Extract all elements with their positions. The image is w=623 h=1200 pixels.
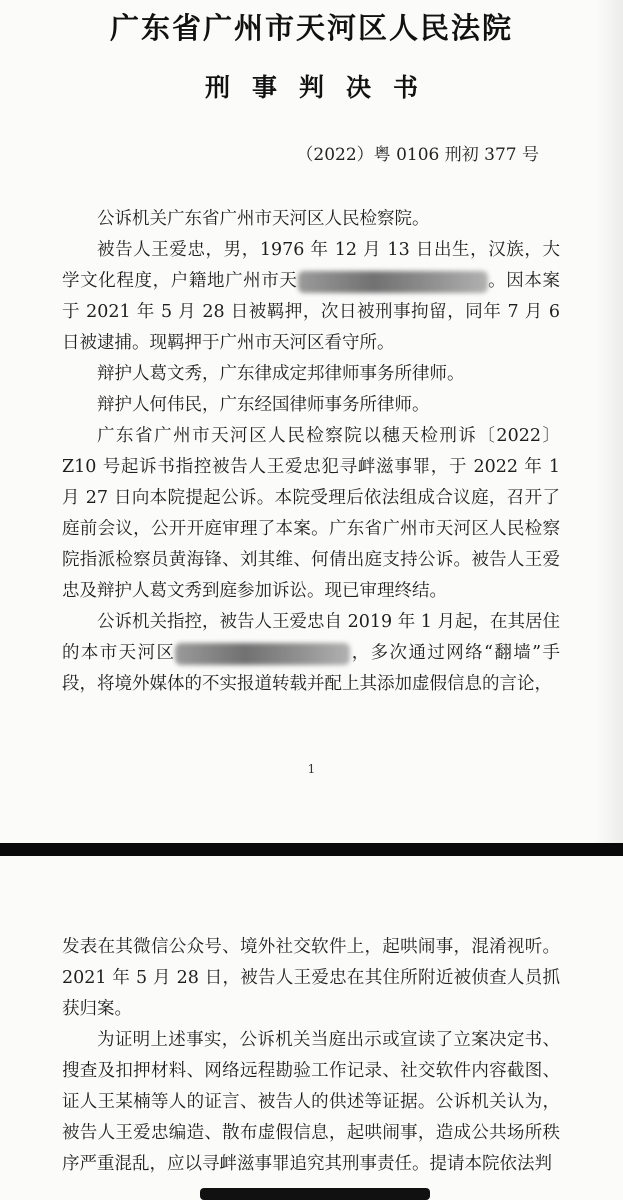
judgment-page-2 — [0, 856, 623, 1200]
charge-text-end: ，多次通过网络“翻墙”手段，将境外媒体的不实报道转载并配上其添加虚假信息的言论， — [62, 643, 560, 694]
redacted-residence — [175, 643, 350, 665]
case-number: （2022）粤 0106 刑初 377 号 — [296, 145, 539, 165]
prosecutor-paragraph: 公诉机关广东省广州市天河区人民检察院。 — [97, 209, 430, 229]
defender-1-paragraph: 辩护人葛文秀，广东律成定邦律师事务所律师。 — [97, 364, 465, 384]
defender-2-paragraph: 辩护人何伟民，广东经国律师事务所律师。 — [97, 395, 430, 415]
defendant-text-end: 。因本案于 2021 年 5 月 28 日被羁押，次日被刑事拘留，同年 7 月 6 日被逮捕。现羁押于广州市天河区看守所。 — [62, 271, 561, 353]
page1-body — [62, 204, 560, 700]
bottom-redaction-bar — [200, 1188, 430, 1200]
defendant-paragraph — [62, 235, 560, 359]
procedure-paragraph: 广东省广州市天河区人民检察院以穗天检刑诉〔2022〕Z10 号起诉书指控被告人王爱忠犯寻衅滋事罪，于 2022 年 1 月 27 日向本院提起公诉。本院受理后依法组成合议庭，召开了庭前会议，公开开庭审理了本案。广东省广州市天河区人民检察院指派检察员黄海锋、刘其维、何倩出庭支持公诉。被告人王爱忠及辩护人葛文秀到庭参加诉讼。现已审理终结。 — [62, 426, 560, 601]
defendant-text-start: 被告人王爱忠，男，1976 年 12 月 13 日出生，汉族，大学文化程度，户籍地广州市天 — [62, 240, 560, 291]
page-number: 1 — [307, 762, 316, 776]
page-fold-shadow — [595, 0, 623, 843]
redacted-address — [298, 271, 488, 293]
court-name: 广东省广州市天河区人民法院 — [109, 11, 513, 45]
page-separator — [0, 843, 623, 856]
evidence-paragraph: 为证明上述事实，公诉机关当庭出示或宣读了立案决定书、搜查及扣押材料、网络远程勘验工作记录、社交软件内容截图、证人王某楠等人的证言、被告人的供述等证据。公诉机关认为，被告人王爱忠编造、散布虚假信息，起哄闹事，造成公共场所秩序严重混乱，应以寻衅滋事罪追究其刑事责任。提请本院依法判 — [62, 1030, 560, 1174]
document-title: 刑事判决书 — [204, 73, 440, 102]
page2-body — [62, 932, 560, 1180]
continuation-paragraph: 发表在其微信公众号、境外社交软件上，起哄闹事，混淆视听。2021 年 5 月 28 日，被告人王爱忠在其住所附近被侦查人员抓获归案。 — [62, 937, 560, 1019]
charge-text-start: 公诉机关指控，被告人王爱忠自 2019 年 1 月起，在其居住的本市天河区 — [62, 612, 560, 663]
charge-paragraph — [62, 607, 560, 700]
